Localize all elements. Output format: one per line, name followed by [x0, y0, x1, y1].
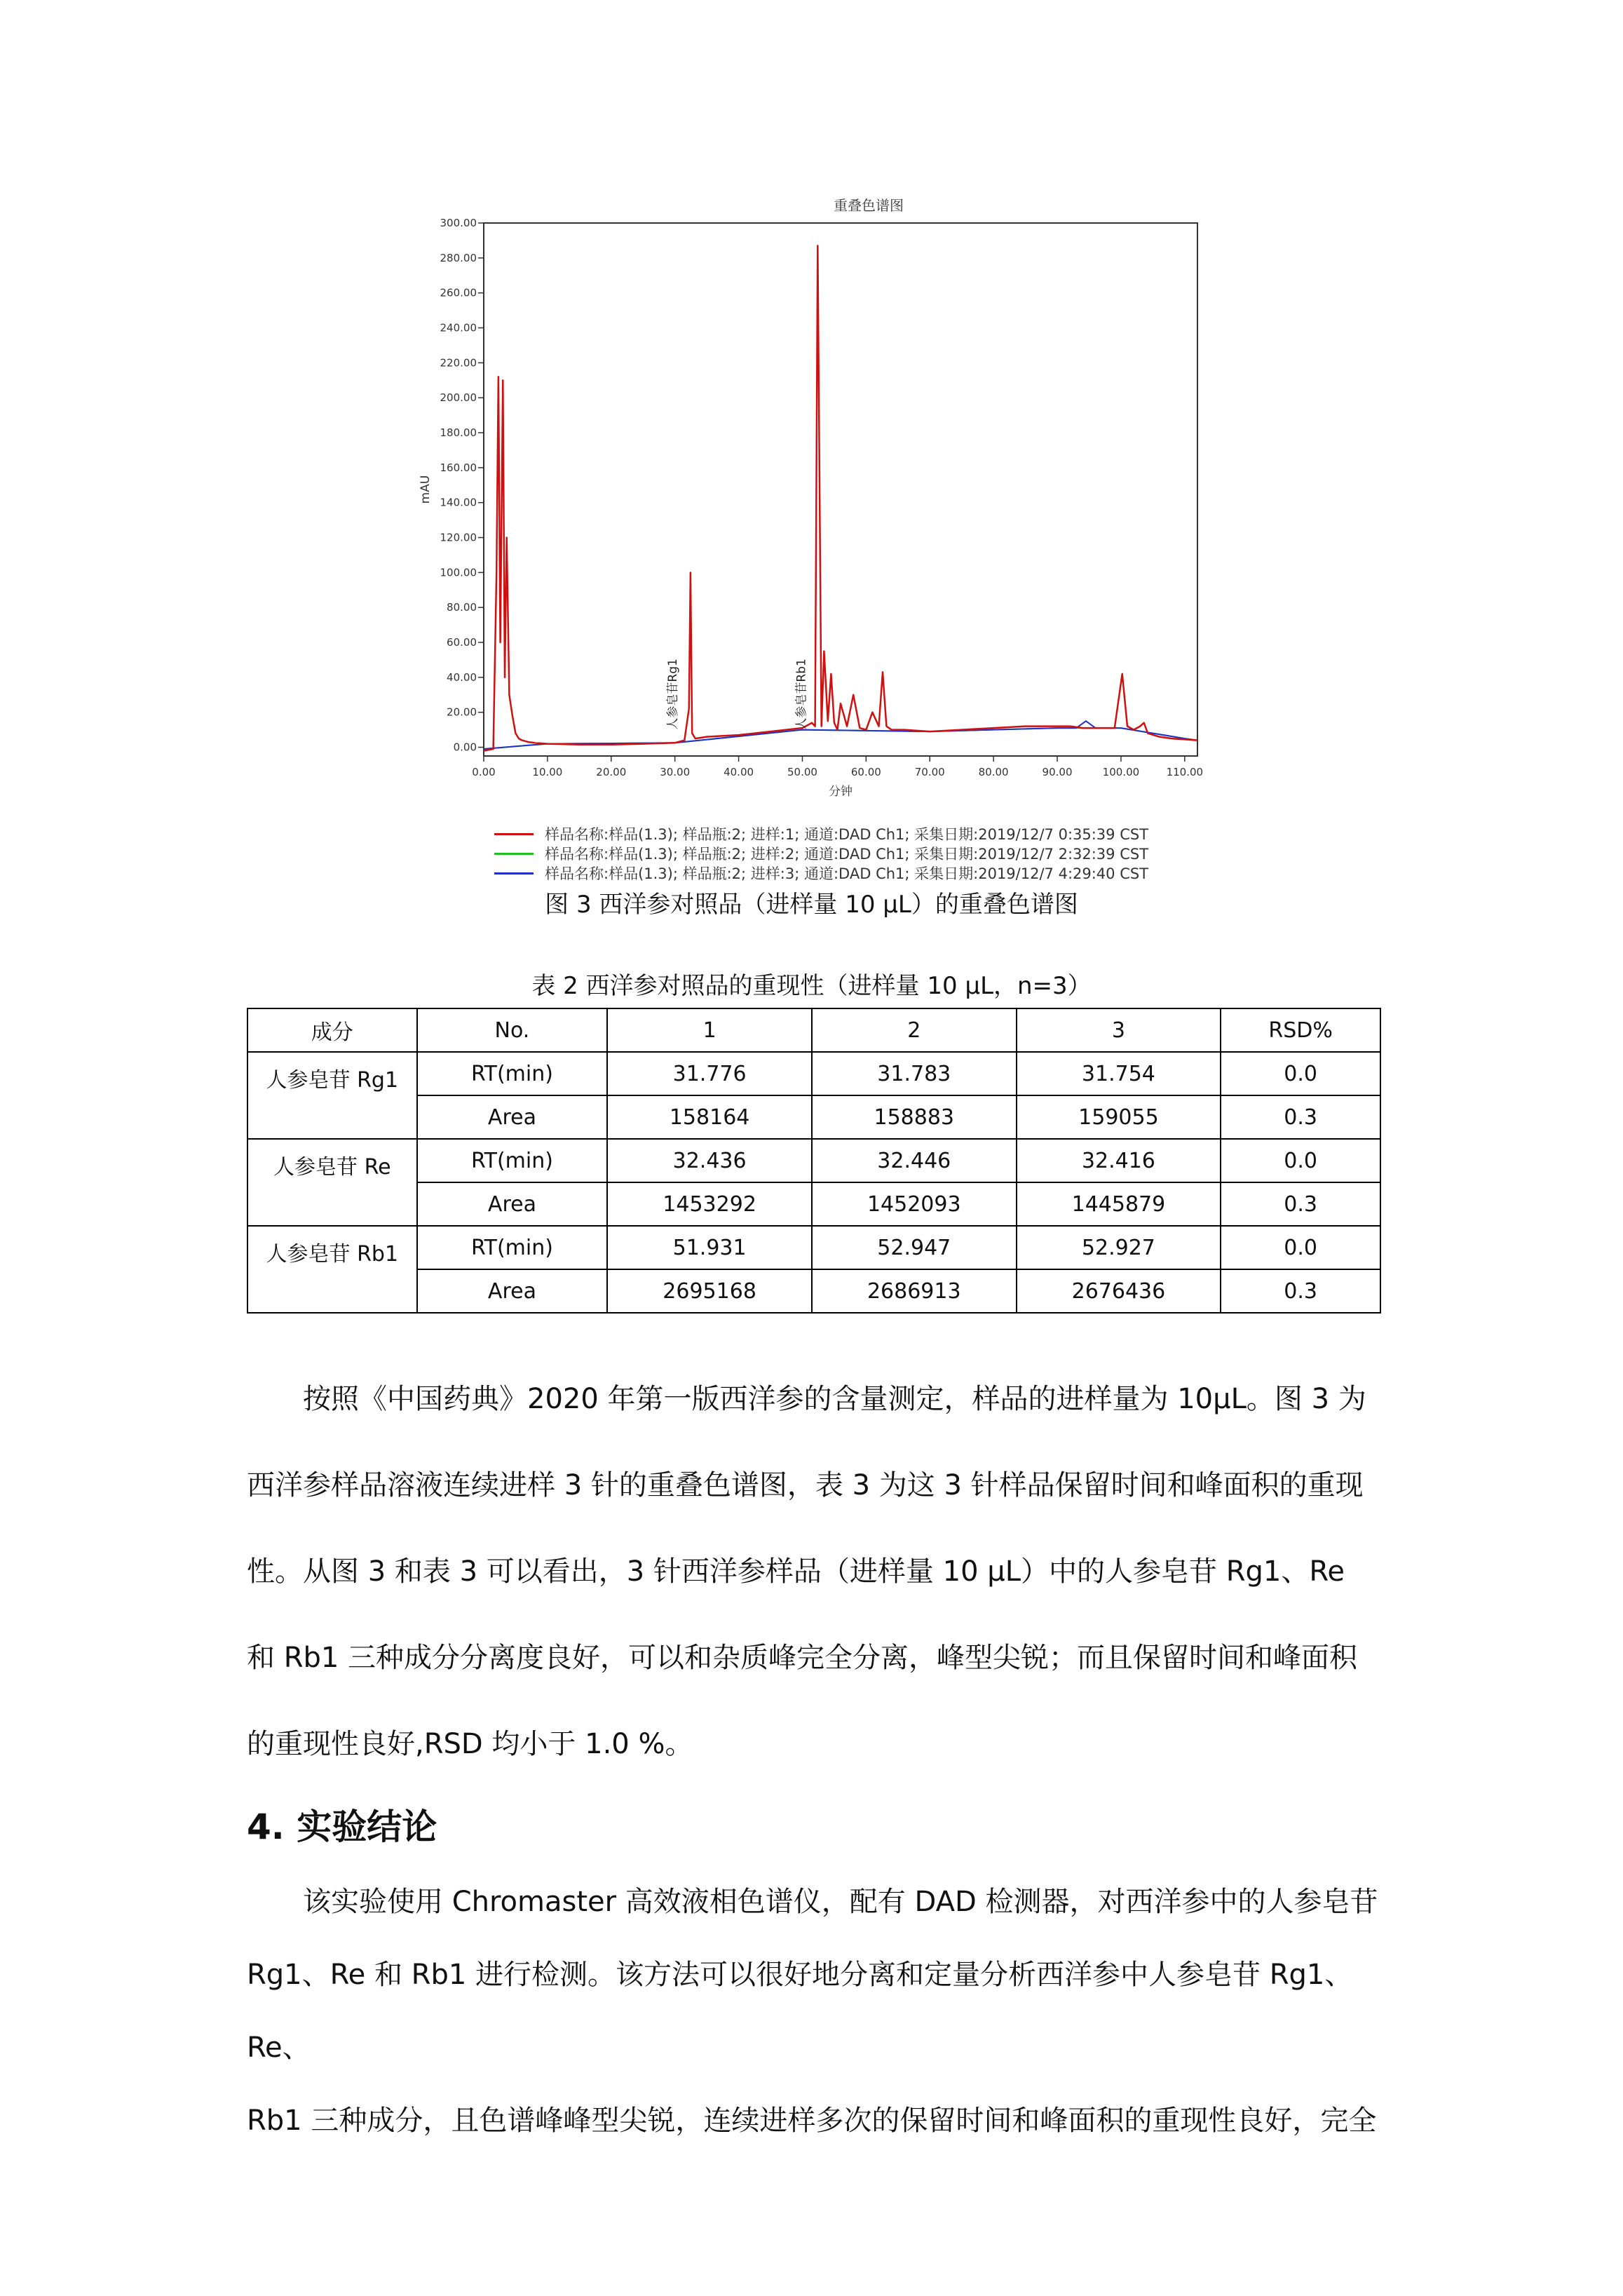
legend-item-1	[494, 824, 1181, 844]
section-heading: 4. 实验结论	[247, 1807, 437, 1847]
table-caption: 表 2 西洋参对照品的重现性（进样量 10 μL，n=3）	[531, 972, 1092, 1000]
y-tick-label: 20.00	[447, 705, 477, 719]
table-cell: 159055	[1017, 1095, 1221, 1139]
table-cell: Area	[417, 1182, 608, 1226]
table-cell: 0.0	[1221, 1139, 1380, 1182]
table-row	[247, 1182, 1380, 1226]
y-tick-label: 280.00	[440, 251, 477, 264]
peak-label-2: 人参皂苷Rb1	[794, 659, 809, 730]
y-tick-label: 60.00	[447, 636, 477, 649]
table-cell: 31.776	[607, 1052, 812, 1095]
table-cell: 52.927	[1017, 1226, 1221, 1269]
table-cell: 2686913	[812, 1269, 1017, 1313]
table-cell: Area	[417, 1095, 608, 1139]
table-cell: 32.436	[607, 1139, 812, 1182]
table-header-row	[247, 1008, 1380, 1052]
table-cell: 1445879	[1017, 1182, 1221, 1226]
plot-area	[484, 223, 1197, 756]
table-row	[247, 1269, 1380, 1313]
paragraph-line: 西洋参样品溶液连续进样 3 针的重叠色谱图，表 3 为这 3 针样品保留时间和峰面积的重现	[247, 1469, 1364, 1501]
table-cell: 0.3	[1221, 1182, 1380, 1226]
table-cell: 0.3	[1221, 1095, 1380, 1139]
y-tick-label: 260.00	[440, 286, 477, 299]
y-tick-label: 220.00	[440, 356, 477, 370]
legend-label-3: 样品名称:样品(1.3); 样品瓶:2; 进样:3; 通道:DAD Ch1; 采集日期:2019/12/7 4:29:40 CST	[545, 865, 1149, 882]
header-run-3: 3	[1017, 1008, 1221, 1052]
chromatogram-figure	[393, 189, 1206, 891]
paragraph-conclusion	[247, 1865, 1381, 2157]
x-tick-label: 10.00	[532, 766, 563, 778]
table-cell: 2676436	[1017, 1269, 1221, 1313]
figure-caption: 图 3 西洋参对照品（进样量 10 μL）的重叠色谱图	[545, 891, 1078, 919]
legend-swatch-blue	[494, 872, 534, 874]
x-tick-label: 20.00	[596, 766, 627, 778]
header-run-2: 2	[812, 1008, 1017, 1052]
paragraph-line: 性。从图 3 和表 3 可以看出，3 针西洋参样品（进样量 10 μL）中的人参皂苷 Rg1、Re	[247, 1555, 1345, 1588]
peak-label-1: 人参皂苷Rg1	[666, 659, 681, 730]
chart-title: 重叠色谱图	[834, 197, 904, 214]
chromatogram-chart	[393, 189, 1206, 813]
table-cell: 158883	[812, 1095, 1017, 1139]
table-cell: 31.754	[1017, 1052, 1221, 1095]
y-tick-label: 0.00	[453, 741, 477, 754]
x-tick-label: 50.00	[787, 766, 817, 778]
x-tick-label: 60.00	[850, 766, 881, 778]
paragraph-line: 该实验使用 Chromaster 高效液相色谱仪，配有 DAD 检测器，对西洋参中的人参皂苷	[303, 1886, 1378, 1918]
paragraph-line: 按照《中国药典》2020 年第一版西洋参的含量测定，样品的进样量为 10μL。图 3 为	[303, 1383, 1366, 1415]
y-tick-label: 40.00	[447, 670, 477, 684]
x-tick-label: 0.00	[472, 766, 496, 778]
y-axis-label: mAU	[419, 475, 433, 504]
table-cell: 0.0	[1221, 1052, 1380, 1095]
header-component: 成分	[247, 1008, 417, 1052]
table-cell: 158164	[607, 1095, 812, 1139]
component-cell: 人参皂苷 Rb1	[247, 1226, 417, 1313]
header-run-1: 1	[607, 1008, 812, 1052]
y-tick-label: 120.00	[440, 531, 477, 544]
y-tick-label: 140.00	[440, 496, 477, 509]
header-rsd: RSD%	[1221, 1008, 1380, 1052]
paragraph-line: Rb1 三种成分，且色谱峰峰型尖锐，连续进样多次的保留时间和峰面积的重现性良好，完全	[247, 2105, 1377, 2137]
table-cell: 1453292	[607, 1182, 812, 1226]
legend-label-1: 样品名称:样品(1.3); 样品瓶:2; 进样:1; 通道:DAD Ch1; 采集日期:2019/12/7 0:35:39 CST	[545, 826, 1149, 843]
paragraph-results	[247, 1356, 1381, 1788]
y-tick-label: 100.00	[440, 566, 477, 579]
x-tick-label: 110.00	[1166, 766, 1204, 778]
table-cell: 32.416	[1017, 1139, 1221, 1182]
table-cell: 51.931	[607, 1226, 812, 1269]
component-cell: 人参皂苷 Rg1	[247, 1052, 417, 1139]
y-tick-label: 80.00	[447, 601, 477, 614]
table-cell: 0.3	[1221, 1269, 1380, 1313]
header-no: No.	[417, 1008, 608, 1052]
x-tick-label: 30.00	[660, 766, 691, 778]
x-tick-label: 90.00	[1042, 766, 1073, 778]
y-tick-label: 300.00	[440, 217, 477, 229]
table-cell: 52.947	[812, 1226, 1017, 1269]
table-cell: 31.783	[812, 1052, 1017, 1095]
table-cell: 32.446	[812, 1139, 1017, 1182]
y-tick-label: 200.00	[440, 391, 477, 405]
x-tick-label: 100.00	[1102, 766, 1140, 778]
legend-swatch-red	[494, 833, 534, 835]
table-cell: 0.0	[1221, 1226, 1380, 1269]
y-tick-label: 240.00	[440, 321, 477, 335]
paragraph-line: 和 Rb1 三种成分分离度良好，可以和杂质峰完全分离，峰型尖锐；而且保留时间和峰面积	[247, 1642, 1358, 1674]
legend-item-2	[494, 844, 1181, 863]
reproducibility-table	[247, 1008, 1381, 1314]
x-axis-label: 分钟	[829, 785, 853, 799]
table-cell: 2695168	[607, 1269, 812, 1313]
table-cell: Area	[417, 1269, 608, 1313]
paragraph-line: Rg1、Re 和 Rb1 进行检测。该方法可以很好地分离和定量分析西洋参中人参皂苷 Rg1、Re、	[247, 1959, 1353, 2064]
y-tick-label: 180.00	[440, 426, 477, 440]
x-tick-label: 80.00	[978, 766, 1009, 778]
table-cell: 1452093	[812, 1182, 1017, 1226]
x-tick-label: 40.00	[724, 766, 754, 778]
legend-label-2: 样品名称:样品(1.3); 样品瓶:2; 进样:2; 通道:DAD Ch1; 采集日期:2019/12/7 2:32:39 CST	[545, 846, 1149, 863]
legend-item-3	[494, 863, 1181, 883]
y-tick-label: 160.00	[440, 461, 477, 474]
table-row	[247, 1095, 1380, 1139]
table-cell: RT(min)	[417, 1139, 608, 1182]
table-cell: RT(min)	[417, 1226, 608, 1269]
table-cell: RT(min)	[417, 1052, 608, 1095]
table-row	[247, 1052, 1380, 1095]
legend-swatch-green	[494, 853, 534, 855]
chart-legend	[494, 824, 1181, 883]
component-cell: 人参皂苷 Re	[247, 1139, 417, 1226]
table-row	[247, 1139, 1380, 1182]
table-row	[247, 1226, 1380, 1269]
paragraph-line: 的重现性良好,RSD 均小于 1.0 %。	[247, 1728, 693, 1760]
x-tick-label: 70.00	[914, 766, 945, 778]
